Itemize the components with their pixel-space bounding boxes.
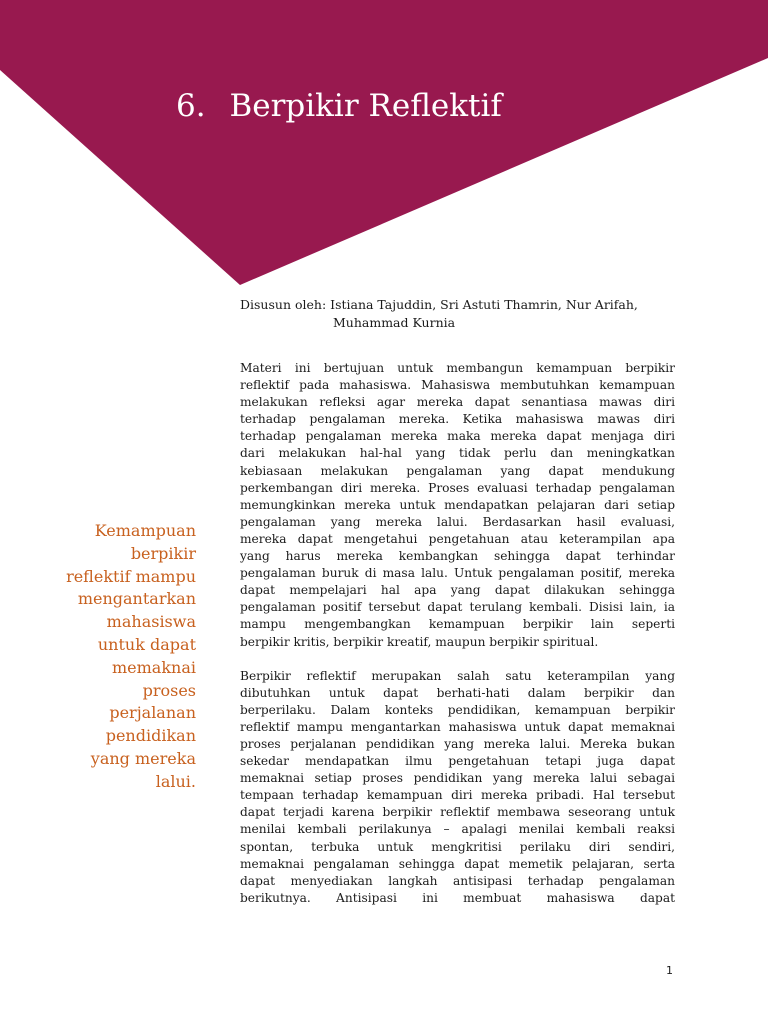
body-text: [240, 360, 675, 924]
paragraph-line: proses perjalanan pendidikan yang mereka lalui. Mereka bukan: [240, 736, 675, 751]
pull-quote-line: lalui.: [155, 771, 196, 791]
paragraph-line: mereka dapat mengetahui pengetahuan atau keterampilan apa: [240, 531, 675, 546]
authors-line-1: Disusun oleh: Istiana Tajuddin, Sri Astuti Thamrin, Nur Arifah,: [240, 297, 638, 312]
paragraph-line: pengalaman yang mereka lalui. Berdasarkan hasil evaluasi,: [240, 514, 675, 529]
pull-quote: [40, 520, 196, 794]
paragraph-line: sekedar mendapatkan ilmu pengetahuan tetapi juga dapat: [240, 754, 675, 769]
paragraph-line: memaknai pengalaman sehingga dapat memetik pelajaran, serta: [240, 856, 675, 871]
chapter-title: [176, 88, 502, 124]
paragraph-line: menilai kembali perilakunya – apalagi menilai kembali reaksi: [240, 822, 675, 837]
pull-quote-line: mahasiswa: [106, 612, 196, 632]
authors-line-2: Muhammad Kurnia: [333, 315, 456, 330]
paragraph-line: pengalaman positif tersebut dapat terulang kembali. Disisi lain, ia: [240, 600, 675, 615]
pull-quote-line: pendidikan: [105, 726, 196, 746]
pull-quote-line: Kemampuan: [94, 521, 196, 540]
paragraph-line: dapat terjadi karena berpikir reflektif membawa seseorang untuk: [240, 805, 675, 820]
paragraph-line: yang harus mereka kembangkan sehingga dapat terhindar: [240, 549, 675, 564]
paragraph-line: mampu mengembangkan kemampuan berpikir lain seperti: [240, 617, 675, 632]
paragraph-line: berperilaku. Dalam konteks pendidikan, kemampuan berpikir: [240, 702, 675, 717]
paragraph-line: spontan, terbuka untuk mengkritisi perilaku diri sendiri,: [240, 839, 675, 854]
pull-quote-line: yang mereka: [90, 748, 196, 768]
pull-quote-line: memaknai: [111, 657, 196, 677]
paragraph-line: memungkinkan mereka untuk mendapatkan pelajaran dari setiap: [240, 497, 675, 512]
paragraph-line: pengalaman buruk di masa lalu. Untuk pengalaman positif, mereka: [240, 566, 675, 581]
paragraph-line: terhadap pengalaman mereka. Ketika mahasiswa mawas diri: [240, 412, 675, 427]
authors-credit: [240, 296, 680, 332]
pull-quote-line: perjalanan: [109, 703, 196, 723]
pull-quote-line: berpikir: [130, 543, 196, 563]
paragraph-line: berikutnya. Antisipasi ini membuat mahasiswa dapat: [240, 890, 675, 905]
paragraph-line: dari melakukan hal-hal yang tidak perlu dan meningkatkan: [240, 446, 675, 461]
paragraph-line: perkembangan diri mereka. Proses evaluasi terhadap pengalaman: [240, 480, 675, 495]
paragraph-line: reflektif pada mahasiswa. Mahasiswa membutuhkan kemampuan: [240, 378, 675, 393]
paragraph-line: reflektif mampu mengantarkan mahasiswa untuk dapat memaknai: [240, 719, 675, 734]
paragraph-line: tempaan terhadap kemampuan diri mereka pribadi. Hal tersebut: [240, 788, 675, 803]
paragraph-line: memaknai setiap proses pendidikan yang mereka lalui sebagai: [240, 771, 675, 786]
paragraph-line: melakukan refleksi agar mereka dapat senantiasa mawas diri: [240, 395, 675, 410]
pull-quote-line: mengantarkan: [77, 589, 196, 609]
paragraph-line: terhadap pengalaman mereka maka mereka dapat menjaga diri: [240, 429, 675, 444]
pull-quote-line: proses: [142, 680, 196, 700]
pull-quote-line: untuk dapat: [97, 634, 196, 654]
paragraph-line: kebiasaan melakukan pengalaman yang dapat mendukung: [240, 463, 675, 478]
paragraph: [240, 668, 675, 907]
banner-shape: [0, 0, 768, 285]
paragraph-line: dapat mempelajari hal apa yang dapat dilakukan sehingga: [240, 583, 675, 598]
paragraph-line: Berpikir reflektif merupakan salah satu keterampilan yang: [240, 668, 675, 683]
chapter-title-text: Berpikir Reflektif: [229, 88, 502, 124]
paragraph: [240, 360, 675, 651]
chapter-number: 6.: [176, 88, 206, 124]
header-banner: [0, 0, 768, 290]
paragraph-line: dibutuhkan untuk dapat berhati-hati dalam berpikir dan: [240, 685, 675, 700]
paragraph-line: berpikir kritis, berpikir kreatif, maupun berpikir spiritual.: [240, 634, 599, 649]
page-number: 1: [666, 964, 673, 977]
pull-quote-line: reflektif mampu: [66, 566, 196, 586]
paragraph-line: Materi ini bertujuan untuk membangun kemampuan berpikir: [240, 361, 675, 375]
paragraph-line: dapat menyediakan langkah antisipasi terhadap pengalaman: [240, 873, 675, 888]
